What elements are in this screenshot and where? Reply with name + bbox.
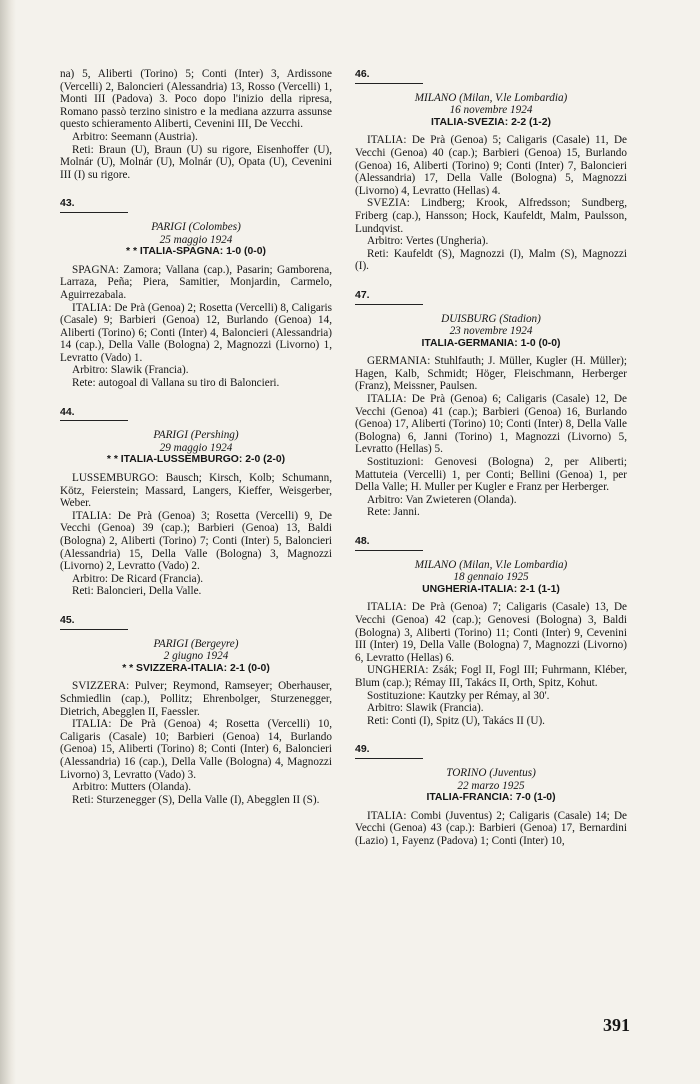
lineup-line: UNGHERIA: Zsák; Fogl II, Fogl III; Fuhrmann, Kléber, Blum (cap.); Rémay III, Takács II, Orth, Spitz, Kohut. <box>355 664 627 689</box>
match-44 <box>60 406 332 598</box>
goals-line: Rete: autogoal di Vallana su tiro di Baloncieri. <box>72 377 280 390</box>
match-number: 48. <box>355 535 370 547</box>
divider <box>355 758 423 759</box>
match-venue: MILANO (Milan, V.le Lombardia) <box>414 91 568 104</box>
match-venue: PARIGI (Pershing) <box>153 429 239 442</box>
match-48 <box>355 535 627 727</box>
substitutions-line: Sostituzioni: Genovesi (Bologna) 2, per Aliberti; Mattuteia (Vercelli) 1, per Conti; Bellini (Genoa) 1, per Della Valle; H. Muller per Kugler e Franz per Herberger. <box>355 456 627 494</box>
lineup-line: ITALIA: De Prà (Genoa) 5; Caligaris (Casale) 11, De Vecchi (Genoa) 40 (cap.); Barbieri (Genoa) 15, Burlando (Genoa) 16, Aliberti (Torino) 9; Conti (Inter) 7, Baloncieri (Alessandria) 17, Della Valle (Bologna) 5, Magnozzi (Livorno) 4, Levratto (Hellas) 4. <box>355 134 627 197</box>
match-date: 23 novembre 1924 <box>449 325 533 338</box>
match-result: * * ITALIA-LUSSEMBURGO: 2-0 (2-0) <box>106 454 286 466</box>
referee-line: Arbitro: Vertes (Ungheria). <box>367 235 489 248</box>
referee-line: Arbitro: Slawik (Francia). <box>367 702 484 715</box>
divider <box>355 304 423 305</box>
lineup-line: ITALIA: De Prà (Genoa) 6; Caligaris (Casale) 12, De Vecchi (Genoa) 41 (cap.); Barbieri (Genoa) 16, Burlando (Genoa) 17, Aliberti (Torino) 10; Conti (Inter) 8, Della Valle (Bologna) 6, Janni (Torino) 1, Magnozzi (Livorno) 5, Levratto (Hellas) 5. <box>355 393 627 456</box>
match-number: 46. <box>355 68 370 80</box>
match-45 <box>60 614 332 806</box>
intro-paragraph: na) 5, Aliberti (Torino) 5; Conti (Inter) 3, Ardissone (Vercelli) 2, Baloncieri (Alessandria) 13, Rosso (Vercelli) 1, Monti III (Padova) 3. Poco dopo l'inizio della ripresa, Romano passò terzino sinistro e la mediana azzurra assunse questo schieramento Aliberti, Cevenini III, De Vecchi. <box>60 68 332 131</box>
match-46 <box>355 68 627 273</box>
intro-referee: Arbitro: Seemann (Austria). <box>72 130 198 143</box>
match-venue: PARIGI (Bergeyre) <box>153 637 239 650</box>
lineup-line: ITALIA: De Prà (Genoa) 2; Rosetta (Vercelli) 8, Caligaris (Casale) 9; Barbieri (Genoa) 12, Burlando (Genoa) 14, Aliberti (Torino) 6; Conti (Inter) 4, Baloncieri (Alessandria) 14 (cap.), Della Valle (Bologna) 2, Magnozzi (Livorno) 1, Levratto (Vado) 1. <box>60 301 332 364</box>
match-date: 16 novembre 1924 <box>449 104 533 117</box>
referee-line: Arbitro: Van Zwieteren (Olanda). <box>367 493 517 506</box>
divider <box>60 420 128 421</box>
match-43 <box>60 197 332 389</box>
lineup-line: SPAGNA: Zamora; Vallana (cap.), Pasarin; Gamborena, Larraza, Peña; Piera, Samitier, Monjardin, Carmelo, Aguirrezabala. <box>60 263 332 301</box>
page-number: 391 <box>603 1015 630 1035</box>
lineup-line: ITALIA: Combi (Juventus) 2; Caligaris (Casale) 14; De Vecchi (Genoa) 43 (cap.): Barbieri (Genoa) 17, Bernardini (Lazio) 1, Fayenz (Padova) 1; Conti (Inter) 10, <box>355 809 627 847</box>
page-edge-shadow <box>0 0 16 1084</box>
match-result: * * SVIZZERA-ITALIA: 2-1 (0-0) <box>122 662 270 674</box>
match-result: ITALIA-SVEZIA: 2-2 (1-2) <box>431 116 551 128</box>
referee-line: Arbitro: De Ricard (Francia). <box>72 572 204 585</box>
divider <box>355 83 423 84</box>
match-47 <box>355 289 627 519</box>
divider <box>355 550 423 551</box>
match-result: ITALIA-GERMANIA: 1-0 (0-0) <box>421 337 561 349</box>
divider <box>60 212 128 213</box>
lineup-line: ITALIA: De Prà (Genoa) 7; Caligaris (Casale) 13, De Vecchi (Genoa) 42 (cap.); Genovesi (Bologna) 3, Baldi (Bologna) 3, Aliberti (Torino) 11; Conti (Inter) 9, Cevenini III (Inter) 19, Della Valle (Bologna) 7, Magnozzi (Livorno) 6, Levratto (Hellas) 6. <box>355 601 627 664</box>
match-date: 22 marzo 1925 <box>457 779 525 792</box>
referee-line: Arbitro: Slawik (Francia). <box>72 364 189 377</box>
lineup-line: ITALIA: De Prà (Genoa) 4; Rosetta (Vercelli) 10, Caligaris (Casale) 10; Barbieri (Genoa) 14, Burlando (Genoa) 15, Aliberti (Torino) 8; Conti (Inter) 6, Baloncieri (Alessandria) 16 (cap.), Della Valle (Bologna) 4, Magnozzi Livorno) 3, Levratto (Vado) 3. <box>60 718 332 781</box>
goals-line: Reti: Kaufeldt (S), Magnozzi (I), Malm (S), Magnozzi (I). <box>355 247 627 273</box>
match-number: 43. <box>60 197 75 210</box>
lineup-line: SVIZZERA: Pulver; Reymond, Ramseyer; Oberhauser, Schmiedlin (cap.), Pollitz; Ehrenbolger, Sturzenegger, Dietrich, Abegglen II, Faessler. <box>60 680 332 718</box>
match-number: 49. <box>355 743 370 756</box>
lineup-line: ITALIA: De Prà (Genoa) 3; Rosetta (Vercelli) 9, De Vecchi (Genoa) 39 (cap.); Barbieri (Genoa) 13, Baldi (Bologna) 2, Aliberti (Torino) 7; Conti (Inter) 5, Baloncieri (Alessandria) 15, Della Valle (Bologna) 3, Magnozzi (Livorno) 2, Levratto (Vado) 2. <box>60 509 332 573</box>
right-column <box>355 68 627 847</box>
match-date: 18 gennaio 1925 <box>453 571 529 584</box>
lineup-line: GERMANIA: Stuhlfauth; J. Müller, Kugler (H. Müller); Hagen, Kalb, Schmidt; Höger, Fleischmann, Herberger (Franz), Meissner, Paulsen. <box>355 355 627 393</box>
match-result: ITALIA-FRANCIA: 7-0 (1-0) <box>426 792 556 804</box>
goals-line: Rete: Janni. <box>367 506 420 519</box>
match-number: 45. <box>60 613 75 626</box>
match-result: UNGHERIA-ITALIA: 2-1 (1-1) <box>422 583 560 595</box>
match-venue: TORINO (Juventus) <box>446 766 536 779</box>
left-column <box>60 68 332 806</box>
match-date: 2 giugno 1924 <box>163 650 229 663</box>
lineup-line: LUSSEMBURGO: Bausch; Kirsch, Kolb; Schumann, Kötz, Feierstein; Massard, Langers, Kieffer, Weisgerber, Weber. <box>60 472 332 510</box>
match-venue: DUISBURG (Stadion) <box>441 312 541 325</box>
substitutions-line: Sostituzione: Kautzky per Rémay, al 30'. <box>367 689 550 702</box>
intro-goals: Reti: Braun (U), Braun (U) su rigore, Eisenhoffer (U), Molnár (U), Molnár (U), Molnár (U), Opata (U), Cevenini III (I) su rigore. <box>60 143 332 181</box>
match-49 <box>355 743 627 847</box>
match-number: 47. <box>355 288 370 301</box>
goals-line: Reti: Conti (I), Spitz (U), Takács II (U). <box>367 714 545 727</box>
referee-line: Arbitro: Mutters (Olanda). <box>72 781 191 794</box>
match-venue: MILANO (Milan, V.le Lombardia) <box>414 558 568 571</box>
match-result: * * ITALIA-SPAGNA: 1-0 (0-0) <box>126 246 266 258</box>
match-date: 29 maggio 1924 <box>159 441 233 454</box>
match-date: 25 maggio 1924 <box>159 233 233 246</box>
goals-line: Reti: Sturzenegger (S), Della Valle (I), Abegglen II (S). <box>72 793 320 806</box>
match-number: 44. <box>60 405 75 418</box>
goals-line: Reti: Baloncieri, Della Valle. <box>72 585 202 598</box>
lineup-line: SVEZIA: Lindberg; Krook, Alfredsson; Sundberg, Friberg (cap.), Hansson; Hock, Kaufeldt, Malm, Paulsson, Lundqvist. <box>355 197 627 235</box>
match-venue: PARIGI (Colombes) <box>151 220 241 233</box>
divider <box>60 629 128 630</box>
